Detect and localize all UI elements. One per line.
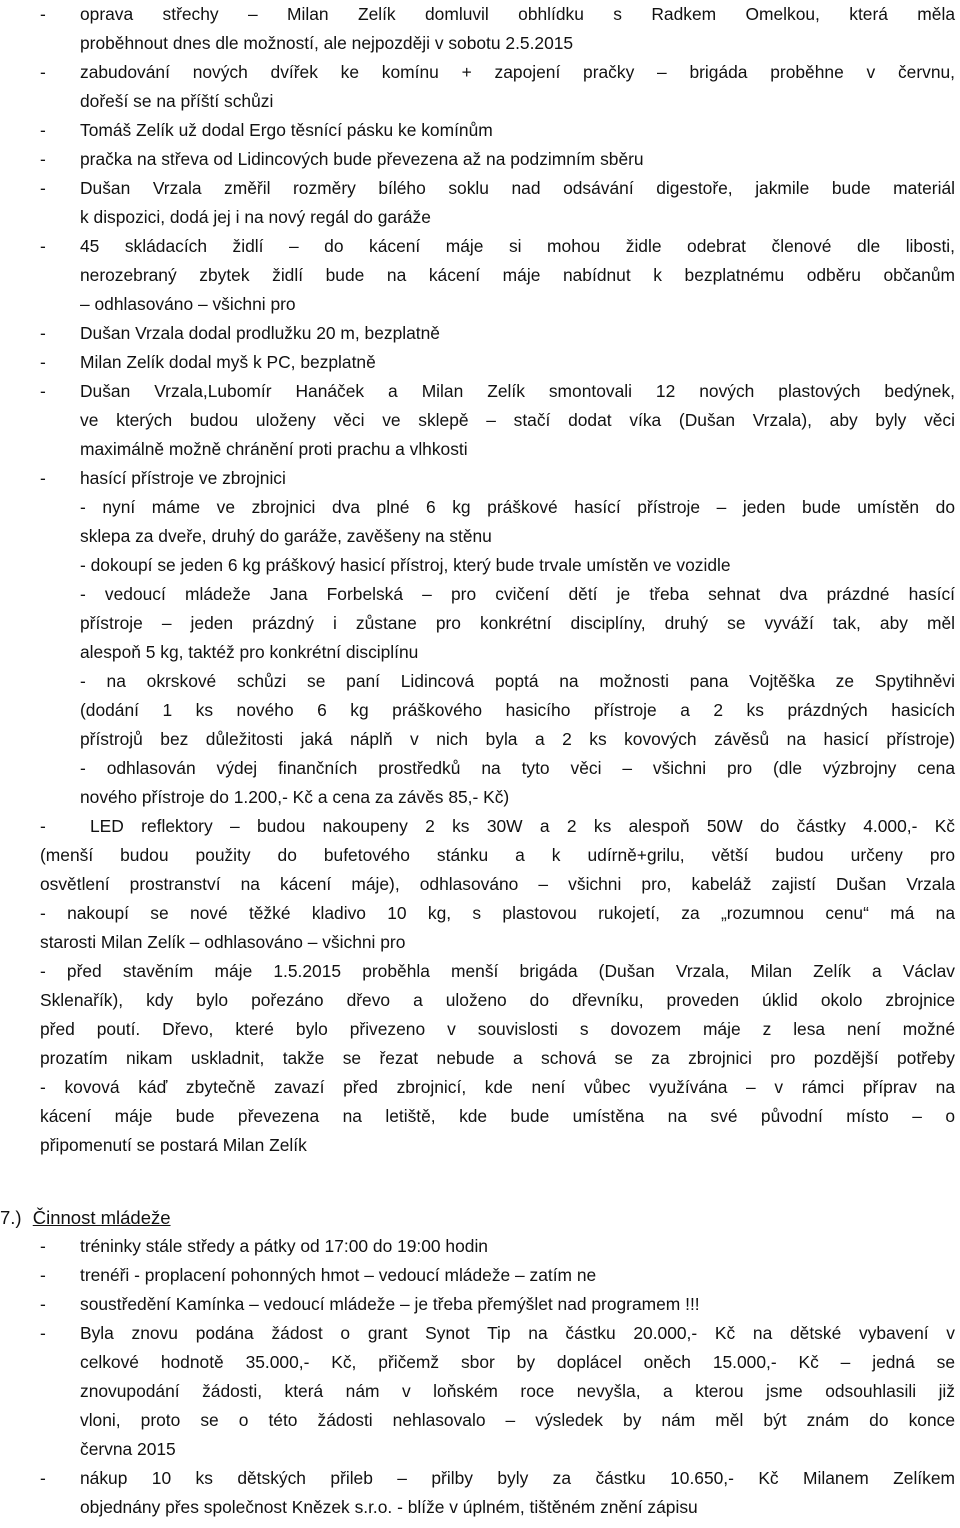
text-line: znovupodání žádosti, která nám v loňském roce nevyšla, a kterou jsme odsouhlasili již	[80, 1381, 955, 1401]
text-line: – odhlasováno – všichni pro	[80, 294, 296, 314]
text-line: trenéři - proplacení pohonných hmot – vedoucí mládeže – zatím ne	[80, 1265, 597, 1285]
text-line: hasící přístroje ve zbrojnici	[80, 468, 286, 488]
section-heading	[0, 1203, 171, 1232]
text-line: Dušan Vrzala změřil rozměry bílého soklu nad odsávání digestoře, jakmile bude materiál	[80, 178, 955, 198]
text-line: vloni, proto se o této žádosti nehlasovalo – výsledek by nám měl být znám do konce	[80, 1410, 955, 1430]
text-line: 45 skládacích židlí – do kácení máje si mohou židle odebrat členové dle libosti,	[80, 236, 955, 256]
section-title: Činnost mládeže	[32, 1207, 171, 1228]
text-line: Dušan Vrzala,Lubomír Hanáček a Milan Zelík smontovali 12 nových plastových bedýnek,	[80, 381, 955, 401]
text-line: - na okrskové schůzi se paní Lidincová poptá na možnosti pana Vojtěška ze Spytihněvi	[80, 671, 955, 691]
text-line: Dušan Vrzala dodal prodlužku 20 m, bezplatně	[80, 323, 440, 343]
text-line: nákup 10 ks dětských přileb – přilby byly za částku 10.650,- Kč Milanem Zelíkem	[80, 1468, 955, 1488]
text-line: - nakoupí se nové těžké kladivo 10 kg, s plastovou rukojetí, za „rozumnou cenu“ má na	[40, 903, 955, 923]
text-line: nerozebraný zbytek židlí bude na kácení máje nabídnut k bezplatnému odběru občanům	[80, 265, 955, 285]
text-line: - dokoupí se jeden 6 kg práškový hasicí přístroj, který bude trvale umístěn ve vozidle	[80, 555, 731, 575]
text-line: ve kterých budou uloženy věci ve sklepě – stačí dodat víka (Dušan Vrzala), aby byly věci	[80, 410, 955, 430]
text-line: maximálně možně chránění proti prachu a vlhkosti	[80, 439, 468, 459]
text-line: Milan Zelík dodal myš k PC, bezplatně	[80, 352, 376, 372]
text-line: přístroje – jeden prázdný i zůstane pro konkrétní disciplíny, druhý se vyváží tak, aby měl	[80, 613, 955, 633]
text-line: starosti Milan Zelík – odhlasováno – všichni pro	[40, 932, 406, 952]
bullet-dash: -	[40, 816, 46, 836]
bullet-dash: -	[40, 1294, 46, 1314]
bullet-dash: -	[40, 352, 46, 372]
text-line: (menší budou použity do bufetového stánku a k udírně+grilu, větší budou určeny pro	[40, 845, 955, 865]
bullet-dash: -	[40, 1265, 46, 1285]
text-line: tréninky stále středy a pátky od 17:00 do 19:00 hodin	[80, 1236, 488, 1256]
text-line: LED reflektory – budou nakoupeny 2 ks 30W a 2 ks alespoň 50W do částky 4.000,- Kč	[90, 816, 955, 836]
text-line: přístrojů bez důležitosti jaká náplň v nich byla a 2 ks kovových závěsů na hasicí přístroje)	[80, 729, 955, 749]
bullet-dash: -	[40, 62, 46, 82]
text-line: - odhlasován výdej finančních prostředků na tyto věci – všichni pro (dle výzbrojny cena	[80, 758, 955, 778]
bullet-dash: -	[40, 120, 46, 140]
text-line: osvětlení prostranství na kácení máje), odhlasováno – všichni pro, kabeláž zajistí Dušan Vrzala	[40, 874, 955, 894]
text-line: celkové hodnotě 35.000,- Kč, přičemž sbor by doplácel oněch 15.000,- Kč – jedná se	[80, 1352, 955, 1372]
bullet-dash: -	[40, 381, 46, 401]
bullet-dash: -	[40, 1323, 46, 1343]
text-line: alespoň 5 kg, taktéž pro konkrétní disciplínu	[80, 642, 419, 662]
bullet-dash: -	[40, 149, 46, 169]
text-line: kácení máje bude převezena na letiště, kde bude umístěna na své původní místo – o	[40, 1106, 955, 1126]
bullet-dash: -	[40, 323, 46, 343]
text-line: soustředění Kamínka – vedoucí mládeže – je třeba přemýšlet nad programem !!!	[80, 1294, 700, 1314]
section-number: 7.)	[0, 1207, 22, 1228]
text-line: proběhnout dnes dle možností, ale nejpozději v sobotu 2.5.2015	[80, 33, 574, 53]
text-line: - před stavěním máje 1.5.2015 proběhla menší brigáda (Dušan Vrzala, Milan Zelík a Václav	[40, 961, 955, 981]
text-line: Byla znovu podána žádost o grant Synot Tip na částku 20.000,- Kč na dětské vybavení v	[80, 1323, 955, 1343]
text-line: - vedoucí mládeže Jana Forbelská – pro cvičení dětí je třeba sehnat dva prázdné hasící	[80, 584, 955, 604]
text-line: (dodání 1 ks nového 6 kg práškového hasicího přístroje a 2 ks prázdných hasicích	[80, 700, 955, 720]
bullet-dash: -	[40, 178, 46, 198]
text-line: k dispozici, dodá jej i na nový regál do garáže	[80, 207, 431, 227]
bullet-dash: -	[40, 236, 46, 256]
text-line: před poutí. Dřevo, které bylo přivezeno v souvislosti s dovozem máje z lesa není možné	[40, 1019, 955, 1039]
text-line: - nyní máme ve zbrojnici dva plné 6 kg práškové hasící přístroje – jeden bude umístěn do	[80, 497, 955, 517]
text-line: zabudování nových dvířek ke komínu + zapojení pračky – brigáda proběhne v červnu,	[80, 62, 955, 82]
bullet-dash: -	[40, 4, 46, 24]
text-line: prozatím nikam uskladnit, takže se řezat nebude a schová se za zbrojnici pro pozdější potřeby	[40, 1048, 955, 1068]
bullet-dash: -	[40, 1236, 46, 1256]
text-line: - kovová káď zbytečně zavazí před zbrojnicí, kde není vůbec využívána – v rámci příprav na	[40, 1077, 955, 1097]
bullet-dash: -	[40, 1468, 46, 1488]
text-line: dořeší se na příští schůzi	[80, 91, 274, 111]
text-line: připomenutí se postará Milan Zelík	[40, 1135, 307, 1155]
text-line: Tomáš Zelík už dodal Ergo těsnící pásku ke komínům	[80, 120, 493, 140]
text-line: Sklenařík), kdy bylo pořezáno dřevo a uloženo do dřevníku, proveden úklid okolo zbrojnice	[40, 990, 955, 1010]
bullet-dash: -	[40, 468, 46, 488]
text-line: června 2015	[80, 1439, 176, 1459]
text-line: sklepa za dveře, druhý do garáže, zavěšeny na stěnu	[80, 526, 492, 546]
text-line: oprava střechy – Milan Zelík domluvil obhlídku s Radkem Omelkou, která měla	[80, 4, 955, 24]
text-line: objednány přes společnost Knězek s.r.o. - blíže v úplném, tištěném znění zápisu	[80, 1497, 698, 1517]
text-line: pračka na střeva od Lidincových bude převezena až na podzimním sběru	[80, 149, 644, 169]
text-line: nového přístroje do 1.200,- Kč a cena za závěs 85,- Kč)	[80, 787, 510, 807]
